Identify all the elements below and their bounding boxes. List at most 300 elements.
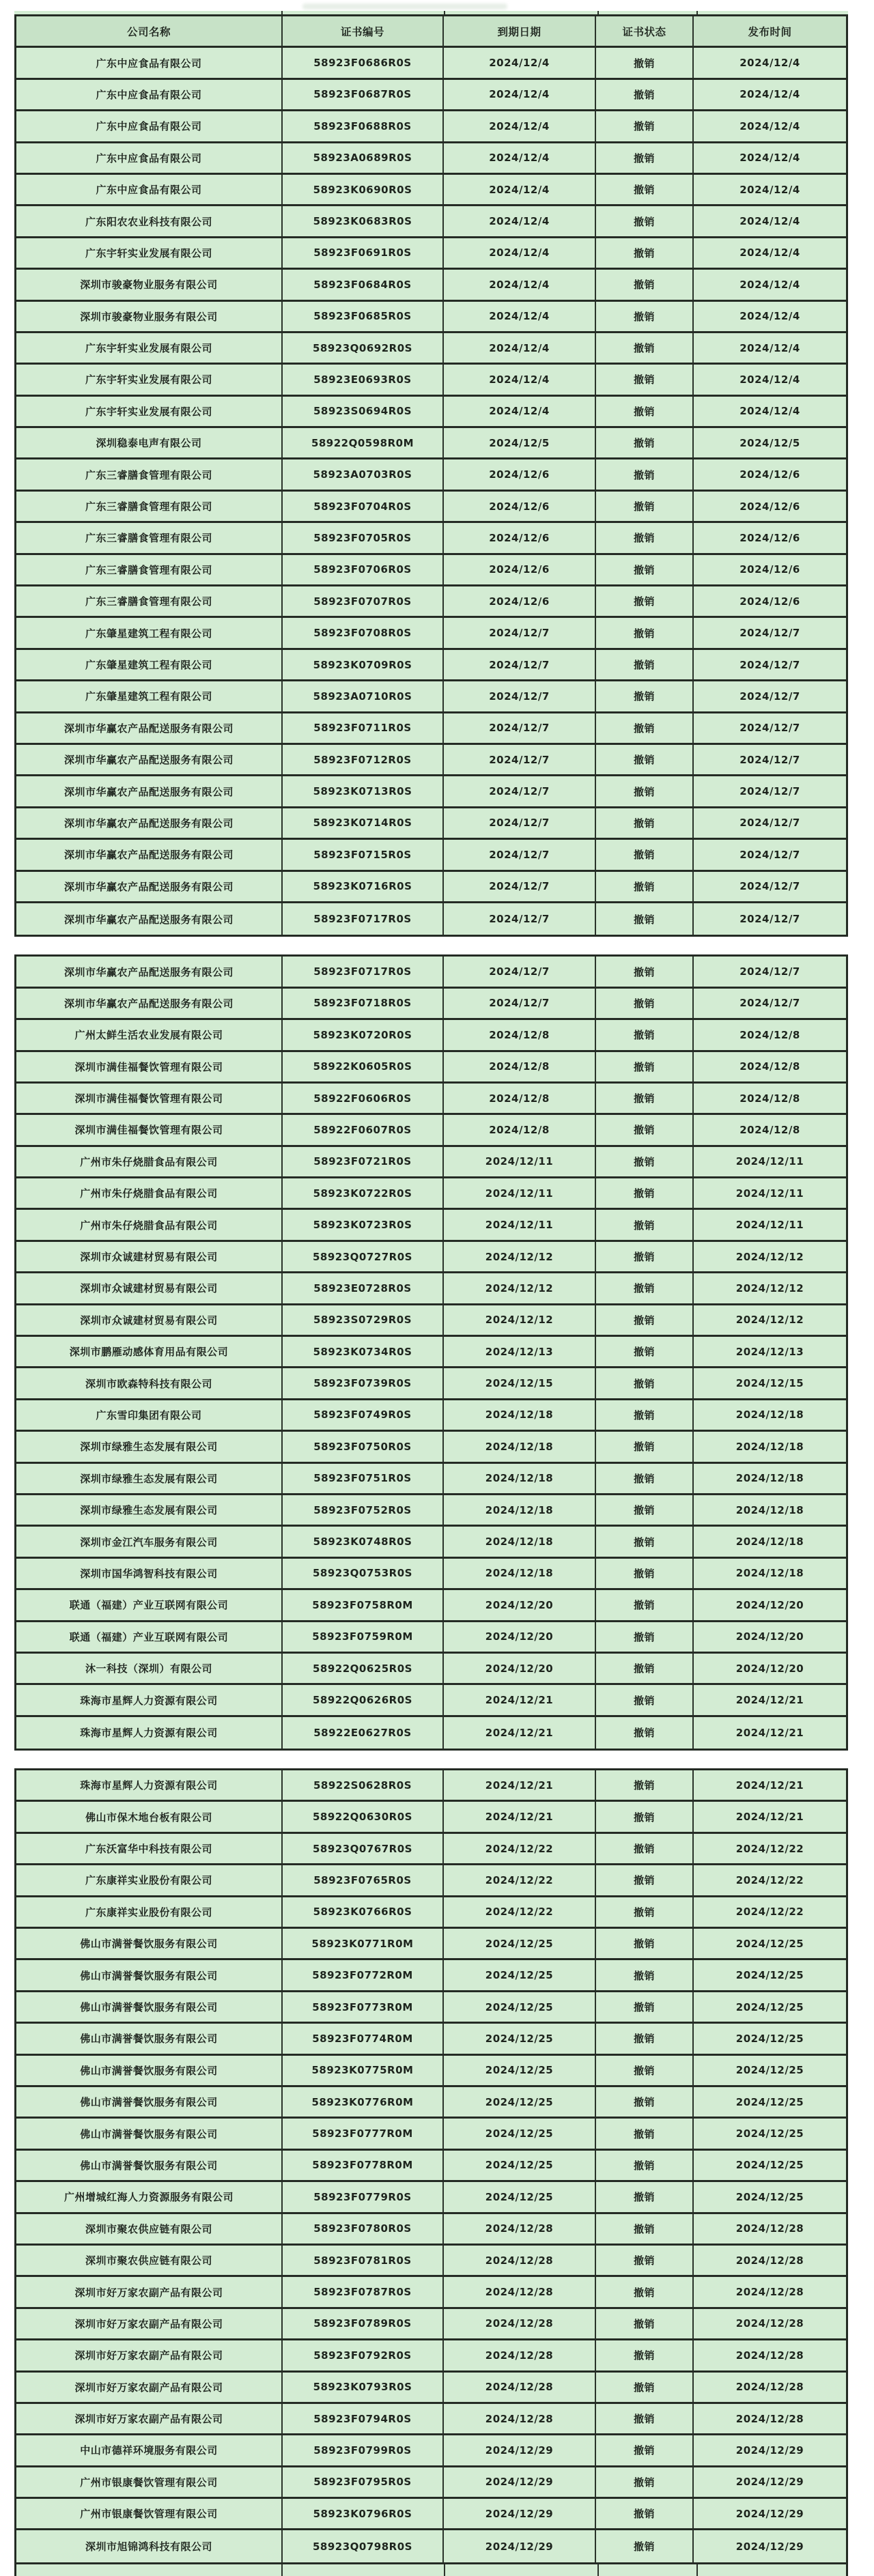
table-row [16,681,846,713]
certificate-status-cell: 撤销 [596,713,694,743]
company-name-cell: 珠海市星辉人力资源有限公司 [16,1717,283,1749]
publish-time-cell: 2024/12/7 [694,989,846,1018]
publish-time-cell: 2024/12/15 [694,1368,846,1398]
expiry-date-cell: 2024/12/29 [444,2435,596,2465]
publish-time-cell: 2024/12/4 [694,48,846,77]
publish-time-cell: 2024/12/12 [694,1242,846,1271]
table-row [16,1147,846,1178]
certificate-number-cell: 58923E0728R0S [283,1273,444,1303]
expiry-date-cell: 2024/12/22 [444,1897,596,1927]
certificate-status-cell: 撤销 [596,903,694,935]
company-name-cell: 广东中应食品有限公司 [16,143,283,173]
certificate-status-cell: 撤销 [596,2530,694,2562]
table-row [16,2151,846,2182]
certificate-table-section-2 [14,954,848,1751]
certificate-number-cell: 58922Q0598R0M [283,428,444,457]
company-name-cell: 深圳市好万家农副产品有限公司 [16,2309,283,2338]
publish-time-cell: 2024/12/4 [694,270,846,299]
certificate-status-cell: 撤销 [596,1242,694,1271]
certificate-status-cell: 撤销 [596,1622,694,1652]
certificate-status-cell: 撤销 [596,1464,694,1493]
expiry-date-cell: 2024/12/4 [444,365,596,394]
table-row [16,618,846,649]
company-name-cell: 广东肇星建筑工程有限公司 [16,618,283,647]
company-name-cell: 广东三睿膳食管理有限公司 [16,555,283,584]
column-border-tick [281,2564,283,2576]
table-row [16,872,846,903]
company-name-cell: 珠海市星辉人力资源有限公司 [16,1685,283,1714]
certificate-number-cell: 58923F0705R0S [283,523,444,552]
publish-time-cell: 2024/12/21 [694,1802,846,1831]
expiry-date-cell: 2024/12/21 [444,1770,596,1800]
certificate-number-cell: 58923F0715R0S [283,840,444,869]
company-name-cell: 广东三睿膳食管理有限公司 [16,586,283,616]
certificate-status-cell: 撤销 [596,1400,694,1430]
expiry-date-cell: 2024/12/4 [444,175,596,204]
certificate-status-cell: 撤销 [596,872,694,901]
publish-time-cell: 2024/12/4 [694,111,846,141]
publish-time-cell: 2024/12/8 [694,1052,846,1081]
certificate-number-cell: 58923Q0767R0S [283,1834,444,1863]
company-name-cell: 深圳市华赢农产品配送服务有限公司 [16,989,283,1018]
expiry-date-cell: 2024/12/4 [444,333,596,363]
company-name-cell: 广东中应食品有限公司 [16,80,283,109]
publish-time-cell: 2024/12/20 [694,1622,846,1652]
certificate-status-cell: 撤销 [596,1432,694,1461]
expiry-date-cell: 2024/12/20 [444,1590,596,1619]
table-row [16,270,846,301]
certificate-number-cell: 58923K0690R0S [283,175,444,204]
publish-time-cell: 2024/12/25 [694,1992,846,2022]
expiry-date-cell: 2024/12/20 [444,1622,596,1652]
table-row [16,2182,846,2213]
publish-time-cell: 2024/12/7 [694,957,846,986]
certificate-number-cell: 58923F0686R0S [283,48,444,77]
company-name-cell: 深圳市聚农供应链有限公司 [16,2214,283,2244]
expiry-date-cell: 2024/12/4 [444,111,596,141]
certificate-status-cell: 撤销 [596,80,694,109]
publish-time-cell: 2024/12/7 [694,650,846,679]
certificate-number-cell: 58923S0729R0S [283,1305,444,1335]
table-row [16,365,846,396]
table-row [16,2435,846,2467]
certificate-status-cell: 撤销 [596,2024,694,2053]
certificate-number-cell: 58923F0759R0M [283,1622,444,1652]
expiry-date-cell: 2024/12/12 [444,1305,596,1335]
company-name-cell: 深圳市众诚建材贸易有限公司 [16,1305,283,1335]
cut-off-row-bottom [14,2564,848,2576]
certificate-number-cell: 58923F0718R0S [283,989,444,1018]
table-row [16,1178,846,1210]
publish-time-cell: 2024/12/4 [694,143,846,173]
table-row [16,111,846,143]
certificate-status-cell: 撤销 [596,1495,694,1525]
publish-time-cell: 2024/12/11 [694,1178,846,1208]
certificate-number-cell: 58923F0687R0S [283,80,444,109]
company-name-cell: 深圳市好万家农副产品有限公司 [16,2373,283,2402]
certificate-number-cell: 58923F0717R0S [283,957,444,986]
company-name-cell: 广州市朱仔烧腊食品有限公司 [16,1147,283,1176]
expiry-date-cell: 2024/12/8 [444,1020,596,1049]
section-gap [14,937,848,954]
publish-time-cell: 2024/12/22 [694,1897,846,1927]
certificate-number-cell: 58923K0722R0S [283,1178,444,1208]
certificate-status-cell: 撤销 [596,957,694,986]
table-row [16,1115,846,1146]
certificate-status-cell: 撤销 [596,1834,694,1863]
expiry-date-cell: 2024/12/28 [444,2214,596,2244]
certificate-number-cell: 58923F0711R0S [283,713,444,743]
expiry-date-cell: 2024/12/7 [444,745,596,774]
publish-time-cell: 2024/12/20 [694,1654,846,1683]
expiry-date-cell: 2024/12/18 [444,1432,596,1461]
company-name-cell: 深圳市好万家农副产品有限公司 [16,2340,283,2370]
expiry-date-cell: 2024/12/15 [444,1368,596,1398]
certificate-number-cell: 58923F0706R0S [283,555,444,584]
certificate-number-cell: 58923F0708R0S [283,618,444,647]
publish-time-cell: 2024/12/20 [694,1590,846,1619]
certificate-number-cell: 58923K0734R0S [283,1337,444,1366]
expiry-date-cell: 2024/12/7 [444,903,596,935]
certificate-status-cell: 撤销 [596,2340,694,2370]
company-name-cell: 佛山市满誉餐饮服务有限公司 [16,2024,283,2053]
expiry-date-cell: 2024/12/18 [444,1464,596,1493]
company-name-cell: 广东宇轩实业发展有限公司 [16,333,283,363]
certificate-status-cell: 撤销 [596,2373,694,2402]
publish-time-cell: 2024/12/29 [694,2467,846,2497]
certificate-status-cell: 撤销 [596,1559,694,1588]
publish-time-cell: 2024/12/21 [694,1685,846,1714]
expiry-date-cell: 2024/12/21 [444,1685,596,1714]
expiry-date-cell: 2024/12/4 [444,48,596,77]
certificate-number-cell: 58922Q0626R0S [283,1685,444,1714]
certificate-number-cell: 58922Q0630R0S [283,1802,444,1831]
certificate-number-cell: 58923F0787R0S [283,2277,444,2306]
publish-time-cell: 2024/12/11 [694,1147,846,1176]
certificate-number-cell: 58923F0712R0S [283,745,444,774]
certificate-status-cell: 撤销 [596,48,694,77]
certificate-status-cell: 撤销 [596,618,694,647]
certificate-status-cell: 撤销 [596,333,694,363]
table-row [16,1622,846,1654]
certificate-number-cell: 58923Q0798R0S [283,2530,444,2562]
certificate-number-cell: 58923F0749R0S [283,1400,444,1430]
certificate-number-cell: 58923F0691R0S [283,238,444,268]
certificate-status-cell: 撤销 [596,2309,694,2338]
expiry-date-cell: 2024/12/28 [444,2246,596,2275]
company-name-cell: 深圳市众诚建材贸易有限公司 [16,1242,283,1271]
expiry-date-cell: 2024/12/18 [444,1495,596,1525]
table-row [16,1992,846,2024]
table-row [16,2373,846,2404]
table-row [16,2340,846,2372]
expiry-date-cell: 2024/12/29 [444,2467,596,2497]
company-name-cell: 深圳市华赢农产品配送服务有限公司 [16,776,283,806]
certificate-number-cell: 58923F0773R0M [283,1992,444,2022]
table-row [16,1590,846,1622]
company-name-cell: 佛山市满誉餐饮服务有限公司 [16,1960,283,1990]
certificate-number-cell: 58923F0684R0S [283,270,444,299]
table-row [16,333,846,365]
table-row [16,2499,846,2530]
table-row [16,903,846,935]
certificate-number-cell: 58923F0795R0S [283,2467,444,2497]
table-row [16,1052,846,1084]
publish-time-cell: 2024/12/7 [694,872,846,901]
table-row [16,586,846,618]
company-name-cell: 深圳市好万家农副产品有限公司 [16,2277,283,2306]
publish-time-cell: 2024/12/8 [694,1084,846,1113]
company-name-cell: 深圳市绿雅生态发展有限公司 [16,1464,283,1493]
certificate-status-cell: 撤销 [596,1147,694,1176]
certificate-status-cell: 撤销 [596,1178,694,1208]
certificate-number-cell: 58923Q0727R0S [283,1242,444,1271]
expiry-date-cell: 2024/12/11 [444,1178,596,1208]
publish-time-cell: 2024/12/7 [694,776,846,806]
table-row [16,1865,846,1897]
cut-off-text-ghost [302,3,507,10]
table-row [16,1717,846,1749]
expiry-date-cell: 2024/12/21 [444,1802,596,1831]
company-name-cell: 深圳市众诚建材贸易有限公司 [16,1273,283,1303]
certificate-status-cell: 撤销 [596,1802,694,1831]
company-name-cell: 深圳市华赢农产品配送服务有限公司 [16,957,283,986]
certificate-status-cell: 撤销 [596,2467,694,2497]
publish-time-cell: 2024/12/5 [694,428,846,457]
company-name-cell: 深圳市欧森特科技有限公司 [16,1368,283,1398]
certificate-number-cell: 58923F0752R0S [283,1495,444,1525]
table-row [16,80,846,111]
table-row [16,1242,846,1273]
certificate-number-cell: 58923F0717R0S [283,903,444,935]
table-row [16,428,846,459]
table-row [16,1464,846,1495]
publish-time-cell: 2024/12/18 [694,1400,846,1430]
publish-time-cell: 2024/12/25 [694,2151,846,2180]
company-name-cell: 广东沃富华中科技有限公司 [16,1834,283,1863]
cut-off-row-top [14,11,848,14]
publish-time-cell: 2024/12/25 [694,2087,846,2117]
expiry-date-cell: 2024/12/25 [444,2119,596,2148]
table-row [16,2119,846,2150]
certificate-number-cell: 58923E0693R0S [283,365,444,394]
certificate-number-cell: 58923F0704R0S [283,492,444,521]
certificate-number-cell: 58923K0714R0S [283,808,444,838]
expiry-date-cell: 2024/12/13 [444,1337,596,1366]
certificate-status-cell: 撤销 [596,206,694,236]
certificate-status-cell: 撤销 [596,1770,694,1800]
column-border-tick [597,11,599,14]
certificate-number-cell: 58923F0751R0S [283,1464,444,1493]
company-name-cell: 深圳市国华鸿智科技有限公司 [16,1559,283,1588]
publish-time-cell: 2024/12/22 [694,1865,846,1895]
company-name-cell: 中山市德祥环境服务有限公司 [16,2435,283,2465]
certificate-status-cell: 撤销 [596,2277,694,2306]
expiry-date-cell: 2024/12/6 [444,459,596,489]
expiry-date-cell: 2024/12/4 [444,302,596,331]
certificate-status-cell: 撤销 [596,555,694,584]
company-name-cell: 深圳市金江汽车服务有限公司 [16,1527,283,1556]
table-row [16,2309,846,2340]
table-row [16,523,846,554]
company-name-cell: 沐一科技（深圳）有限公司 [16,1654,283,1683]
publish-time-cell: 2024/12/8 [694,1115,846,1144]
company-name-cell: 深圳市华赢农产品配送服务有限公司 [16,713,283,743]
certificate-number-cell: 58923F0685R0S [283,302,444,331]
expiry-date-cell: 2024/12/28 [444,2404,596,2433]
certificate-status-cell: 撤销 [596,2087,694,2117]
publish-time-cell: 2024/12/4 [694,175,846,204]
certificate-number-cell: 58923K0709R0S [283,650,444,679]
company-name-cell: 联通（福建）产业互联网有限公司 [16,1590,283,1619]
certificate-status-cell: 撤销 [596,1305,694,1335]
certificate-number-cell: 58922Q0625R0S [283,1654,444,1683]
expiry-date-cell: 2024/12/7 [444,618,596,647]
certificate-status-cell: 撤销 [596,302,694,331]
certificate-number-cell: 58922F0606R0S [283,1084,444,1113]
company-name-cell: 广东康祥实业股份有限公司 [16,1897,283,1927]
column-border-tick [597,2564,599,2576]
company-name-cell: 深圳市骏豪物业服务有限公司 [16,270,283,299]
certificate-number-cell: 58923F0758R0M [283,1590,444,1619]
expiry-date-cell: 2024/12/20 [444,1654,596,1683]
certificate-table-section-3 [14,1768,848,2564]
certificate-status-cell: 撤销 [596,1992,694,2022]
publish-time-cell: 2024/12/4 [694,302,846,331]
publish-time-cell: 2024/12/7 [694,903,846,935]
table-row [16,2277,846,2308]
expiry-date-cell: 2024/12/25 [444,2024,596,2053]
expiry-date-cell: 2024/12/25 [444,1992,596,2022]
header-expiry-date: 到期日期 [444,16,596,46]
table-row [16,1834,846,1865]
column-border-tick [696,2564,698,2576]
expiry-date-cell: 2024/12/7 [444,957,596,986]
certificate-number-cell: 58922S0628R0S [283,1770,444,1800]
publish-time-cell: 2024/12/25 [694,2182,846,2211]
certificate-number-cell: 58923S0694R0S [283,397,444,426]
table-row [16,2246,846,2277]
publish-time-cell: 2024/12/7 [694,681,846,711]
table-row [16,459,846,491]
header-certificate-number: 证书编号 [283,16,444,46]
table-row [16,1210,846,1241]
expiry-date-cell: 2024/12/4 [444,206,596,236]
company-name-cell: 深圳市聚农供应链有限公司 [16,2246,283,2275]
company-name-cell: 广东中应食品有限公司 [16,111,283,141]
expiry-date-cell: 2024/12/22 [444,1834,596,1863]
certificate-table-section-1 [14,14,848,937]
table-row [16,1368,846,1400]
column-border-tick [444,11,445,14]
table-row [16,776,846,808]
expiry-date-cell: 2024/12/7 [444,872,596,901]
certificate-status-cell: 撤销 [596,143,694,173]
publish-time-cell: 2024/12/28 [694,2309,846,2338]
company-name-cell: 深圳市满佳福餐饮管理有限公司 [16,1084,283,1113]
certificate-status-cell: 撤销 [596,459,694,489]
table-row [16,989,846,1020]
publish-time-cell: 2024/12/6 [694,555,846,584]
expiry-date-cell: 2024/12/28 [444,2373,596,2402]
certificate-status-cell: 撤销 [596,1368,694,1398]
publish-time-cell: 2024/12/11 [694,1210,846,1239]
expiry-date-cell: 2024/12/8 [444,1115,596,1144]
certificate-status-cell: 撤销 [596,2151,694,2180]
table-row [16,650,846,681]
certificate-number-cell: 58922F0607R0S [283,1115,444,1144]
publish-time-cell: 2024/12/6 [694,459,846,489]
company-name-cell: 佛山市满誉餐饮服务有限公司 [16,2119,283,2148]
company-name-cell: 广州市银康餐饮管理有限公司 [16,2467,283,2497]
company-name-cell: 广东三睿膳食管理有限公司 [16,459,283,489]
certificate-number-cell: 58923Q0692R0S [283,333,444,363]
certificate-status-cell: 撤销 [596,1929,694,1958]
publish-time-cell: 2024/12/7 [694,745,846,774]
table-row [16,2087,846,2119]
certificate-status-cell: 撤销 [596,1654,694,1683]
table-row [16,957,846,988]
publish-time-cell: 2024/12/13 [694,1337,846,1366]
certificate-status-cell: 撤销 [596,270,694,299]
expiry-date-cell: 2024/12/25 [444,2182,596,2211]
certificate-status-cell: 撤销 [596,586,694,616]
company-name-cell: 佛山市满誉餐饮服务有限公司 [16,1929,283,1958]
expiry-date-cell: 2024/12/6 [444,555,596,584]
company-name-cell: 广东雪印集团有限公司 [16,1400,283,1430]
header-certificate-status: 证书状态 [596,16,694,46]
company-name-cell: 广东中应食品有限公司 [16,48,283,77]
table-row [16,1929,846,1960]
expiry-date-cell: 2024/12/4 [444,270,596,299]
certificate-status-cell: 撤销 [596,397,694,426]
expiry-date-cell: 2024/12/21 [444,1717,596,1749]
company-name-cell: 深圳市华赢农产品配送服务有限公司 [16,872,283,901]
publish-time-cell: 2024/12/28 [694,2277,846,2306]
table-row [16,713,846,745]
company-name-cell: 佛山市保木地台板有限公司 [16,1802,283,1831]
certificate-status-cell: 撤销 [596,238,694,268]
expiry-date-cell: 2024/12/6 [444,523,596,552]
company-name-cell: 广东三睿膳食管理有限公司 [16,492,283,521]
column-border-tick [281,11,283,14]
expiry-date-cell: 2024/12/28 [444,2277,596,2306]
expiry-date-cell: 2024/12/4 [444,397,596,426]
publish-time-cell: 2024/12/29 [694,2435,846,2465]
company-name-cell: 广东宇轩实业发展有限公司 [16,365,283,394]
certificate-number-cell: 58923F0765R0S [283,1865,444,1895]
publish-time-cell: 2024/12/25 [694,1929,846,1958]
certificate-number-cell: 58923F0707R0S [283,586,444,616]
certificate-number-cell: 58922K0605R0S [283,1052,444,1081]
certificate-number-cell: 58923F0794R0S [283,2404,444,2433]
expiry-date-cell: 2024/12/25 [444,1960,596,1990]
table-row [16,2404,846,2435]
company-name-cell: 深圳市鹏雁动感体育用品有限公司 [16,1337,283,1366]
publish-time-cell: 2024/12/4 [694,397,846,426]
table-row [16,2214,846,2246]
expiry-date-cell: 2024/12/4 [444,80,596,109]
table-row [16,1020,846,1051]
certificate-number-cell: 58923F0772R0M [283,1960,444,1990]
section-gap [14,1751,848,1768]
company-name-cell: 深圳市满佳福餐饮管理有限公司 [16,1052,283,1081]
publish-time-cell: 2024/12/18 [694,1432,846,1461]
expiry-date-cell: 2024/12/12 [444,1273,596,1303]
publish-time-cell: 2024/12/4 [694,80,846,109]
company-name-cell: 深圳市华赢农产品配送服务有限公司 [16,808,283,838]
expiry-date-cell: 2024/12/18 [444,1559,596,1588]
